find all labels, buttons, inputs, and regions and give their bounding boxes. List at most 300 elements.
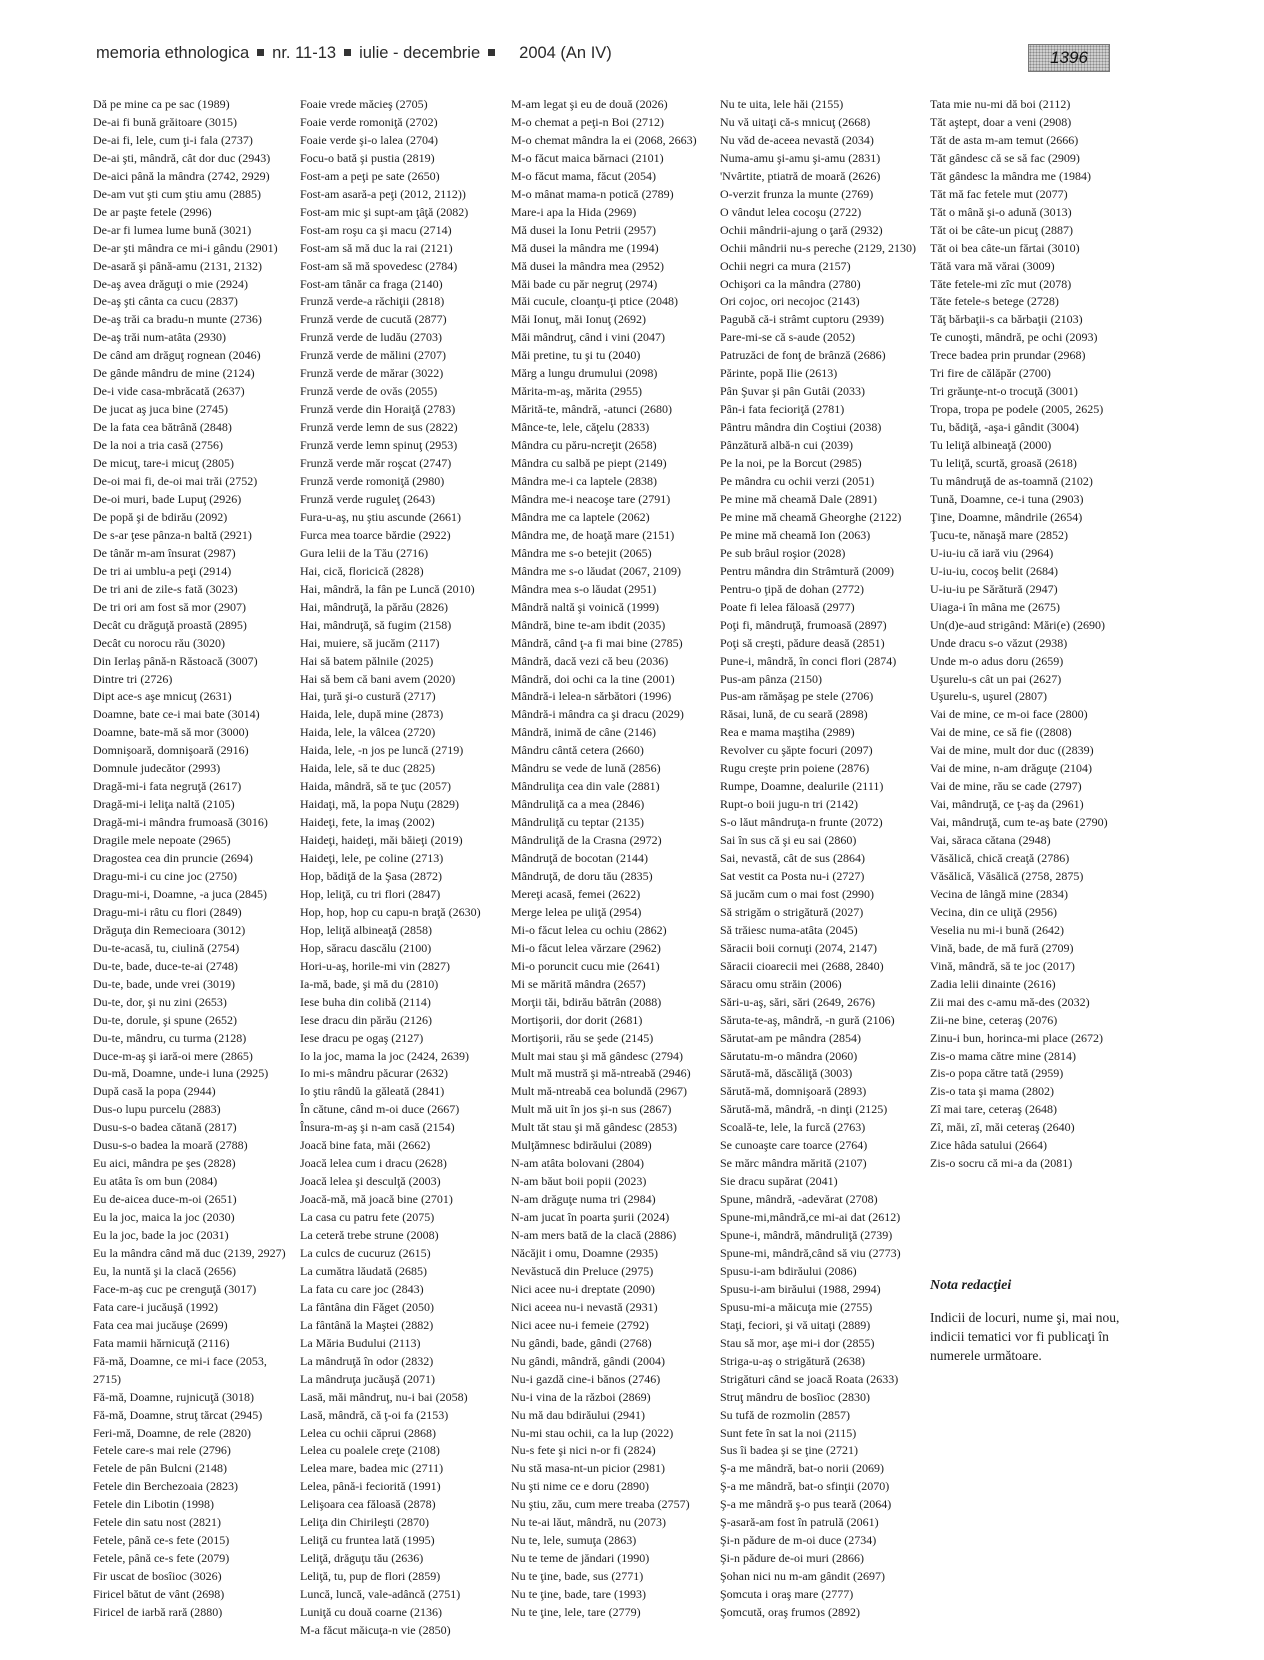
index-entry: Vecina de lângă mine (2834): [930, 886, 1068, 901]
index-entry: Frunză verde măr roşcat (2747): [300, 456, 452, 471]
index-entry: Tropa, tropa pe podele (2005, 2625): [930, 402, 1104, 417]
index-entry: Mânce-te, lele, căţelu (2833): [511, 420, 650, 435]
index-entry: Tăt oi bea câte-un fărtai (3010): [930, 240, 1080, 255]
index-entry: Tună, Doamne, ce-i tuna (2903): [930, 491, 1084, 506]
index-entry: Iese dracu din părău (2126): [300, 1012, 432, 1027]
index-entry: Trece badea prin prundar (2968): [930, 348, 1086, 363]
index-entry: Dă pe mine ca pe sac (1989): [93, 97, 230, 111]
index-entry: Ori cojoc, ori necojoc (2143): [720, 294, 860, 309]
index-entry: Pân Şuvar şi pân Gutâi (2033): [720, 384, 865, 399]
index-entry: Joacă lelea cum i dracu (2628): [300, 1156, 447, 1171]
index-entry: Hai, mândră, la fân pe Luncă (2010): [300, 581, 475, 596]
index-entry: Mândra me s-o lăudat (2067, 2109): [511, 563, 681, 578]
index-entry: Eu aici, mândra pe şes (2828): [93, 1156, 236, 1171]
index-entry: Mărita-m-aş, mărita (2955): [511, 384, 642, 399]
index-entry: Fetele, până ce-s fete (2079): [93, 1551, 230, 1566]
index-entry: Fetele care-s mai rele (2796): [93, 1443, 231, 1458]
index-entry: Unde m-o adus doru (2659): [930, 653, 1064, 668]
index-entry: De-ar şti mândra ce mi-i gându (2901): [93, 240, 278, 255]
index-entry: Sus îi badea şi se ţine (2721): [720, 1443, 858, 1458]
index-entry: M-o chemat a peţi-n Boi (2712): [511, 114, 664, 129]
index-entry: Sărutatu-m-o mândra (2060): [720, 1048, 858, 1063]
index-entry: M-a făcut măicuţa-n vie (2850): [300, 1623, 451, 1638]
index-entry: De-ai fi, lele, cum ţi-i fala (2737): [93, 132, 253, 147]
index-entry: Mândruliţă ca a mea (2846): [511, 797, 645, 812]
index-entry: Merge lelea pe uliţă (2954): [511, 904, 642, 919]
index-entry: Spusu-i-am birăului (1988, 2994): [720, 1281, 881, 1296]
index-entry: Ochii mândrii-ajung o ţară (2932): [720, 222, 883, 237]
index-entry: Răsai, lună, de cu seară (2898): [720, 707, 868, 722]
index-entry: Du-te-acasă, tu, ciulină (2754): [93, 940, 240, 955]
editorial-note-text: Indicii de locuri, nume şi, mai nou, indicii tematici vor fi publicaţi în numerele următoare.: [930, 1310, 1120, 1363]
index-entry: O vândut lelea cocoşu (2722): [720, 204, 862, 219]
index-entry: Ş-a me mândră, bat-o norii (2069): [720, 1461, 884, 1476]
index-entry: Sunt fete în sat la noi (2115): [720, 1425, 857, 1440]
index-entry: U-iu-iu, cocoş belit (2684): [930, 563, 1058, 578]
index-entry: De ar paşte fetele (2996): [93, 204, 212, 219]
index-entry: Pe la noi, pe la Borcut (2985): [720, 456, 862, 471]
index-entry: Uşurelu-s cât un pai (2627): [930, 671, 1062, 686]
journal-title: memoria ethnologica: [96, 44, 250, 62]
index-entry: Mi-o poruncit cucu mie (2641): [511, 958, 660, 973]
index-entry: M-o făcut mama, făcut (2054): [511, 168, 656, 183]
index-entry: Fetele din Libotin (1998): [93, 1497, 214, 1512]
index-entry: Fost-am să mă spovedesc (2784): [300, 258, 458, 273]
index-entry: Ţucu-te, nănaşă mare (2852): [930, 527, 1068, 542]
index-entry: Văsălică, Văsălică (2758, 2875): [930, 868, 1084, 883]
index-entry: De tânăr m-am însurat (2987): [93, 545, 236, 560]
page-number-box: [1028, 44, 1110, 72]
index-entry: Tata mie nu-mi dă boi (2112): [930, 97, 1071, 111]
index-entry: Lelea, până-i feciorită (1991): [300, 1479, 441, 1494]
index-entry: Zadia lelii dinainte (2616): [930, 976, 1056, 991]
index-entry: Mult mai stau şi mă gândesc (2794): [511, 1048, 683, 1063]
index-entry: Zii-ne bine, ceteraş (2076): [930, 1012, 1058, 1027]
index-entry: Tăt de asta m-am temut (2666): [930, 132, 1079, 147]
index-entry: Hop, bădiţă de la Şasa (2872): [300, 868, 442, 883]
index-entry: Eu la joc, maica la joc (2030): [93, 1210, 235, 1225]
index-entry: Lelişoara cea făloasă (2878): [300, 1497, 436, 1512]
index-entry: Frunză verde de ludău (2703): [300, 330, 442, 345]
index-entry: Se mărc mândra mărită (2107): [720, 1156, 867, 1171]
index-entry: Duce-m-aş şi iară-oi mere (2865): [93, 1048, 253, 1063]
index-entry: Mândră, când ţ-a fi mai bine (2785): [511, 635, 683, 650]
index-entry: Părinte, popă Ilie (2613): [720, 366, 838, 381]
index-entry: Ochii mândrii nu-s pereche (2129, 2130): [720, 240, 916, 255]
index-entry: Fă-mă, Doamne, rujnicuţă (3018): [93, 1389, 254, 1404]
index-entry: Şi-n pădure de-oi muri (2866): [720, 1551, 864, 1566]
index-entry: Nu-mi stau ochii, ca la lup (2022): [511, 1425, 674, 1440]
index-entry: Dragă-mi-i leliţa naltă (2105): [93, 797, 235, 812]
index-entry: Mă dusei la Ionu Petrii (2957): [511, 222, 656, 237]
index-entry: Uşurelu-s, uşurel (2807): [930, 689, 1047, 704]
index-entry: Mândra mea s-o lăudat (2951): [511, 581, 657, 596]
index-entry: Zis-o socru că mi-a da (2081): [930, 1156, 1073, 1171]
bullet-separator: [257, 49, 264, 56]
index-entry: Tu leliţă, scurtă, groasă (2618): [930, 456, 1077, 471]
index-entry: Mândră-i lelea-n sărbători (1996): [511, 689, 672, 704]
index-entry: Mereţi acasă, femei (2622): [511, 886, 641, 901]
index-entry: De-am vut şti cum ştiu amu (2885): [93, 186, 261, 201]
index-entry: Mă dusei la mândra mea (2952): [511, 258, 664, 273]
index-entry: Din Ierlaş până-n Răstoacă (3007): [93, 653, 258, 668]
index-entry: Iese buha din colibă (2114): [300, 994, 431, 1009]
index-entry: Vai de mine, mult dor duc ((2839): [930, 743, 1094, 758]
index-entry: Fetele din satu nost (2821): [93, 1515, 221, 1530]
index-entry: Joacă lelea şi desculţă (2003): [300, 1174, 441, 1189]
index-entry: Hai, muiere, să jucăm (2117): [300, 635, 440, 650]
index-entry: Şomcută, oraş frumos (2892): [720, 1605, 860, 1620]
index-entry: Dragă-mi-i mândra frumoasă (3016): [93, 815, 268, 830]
index-entry: Hai, ţură şi-o custură (2717): [300, 689, 436, 704]
index-column-3: [511, 96, 711, 1622]
index-entry: N-am atâta bolovani (2804): [511, 1156, 644, 1171]
index-entry: Pentru-o ţipă de dohan (2772): [720, 581, 864, 596]
index-entry: Luniţă cu două coarne (2136): [300, 1605, 442, 1620]
index-entry: Mândră, dacă vezi că beu (2036): [511, 653, 669, 668]
index-entry: Mi-o făcut lelea cu ochiu (2862): [511, 922, 667, 937]
index-entry: Mi-o făcut lelea vărzare (2962): [511, 940, 661, 955]
index-entry: Pus-am rămăşag pe stele (2706): [720, 689, 874, 704]
index-entry: Ia-mă, bade, şi mă du (2810): [300, 976, 439, 991]
index-entry: Pântru mândra din Coştiui (2038): [720, 420, 882, 435]
index-entry: Mândră-i mândra ca şi dracu (2029): [511, 707, 684, 722]
index-entry: Mândruţă, de doru tău (2835): [511, 868, 653, 883]
index-entry: Nu văd de-aceea nevastă (2034): [720, 132, 874, 147]
index-entry: Rupt-o boii jugu-n tri (2142): [720, 797, 858, 812]
index-entry: De-ai fi bună grăitoare (3015): [93, 114, 237, 129]
index-entry: Pagubă că-i strâmt cuptoru (2939): [720, 312, 884, 327]
index-entry: Lelea cu ochii căprui (2868): [300, 1425, 436, 1440]
index-entry: M-o chemat mândra la ei (2068, 2663): [511, 132, 697, 147]
index-entry: Feri-mă, Doamne, de rele (2820): [93, 1425, 251, 1440]
index-entry: Rumpe, Doamne, dealurile (2111): [720, 779, 884, 794]
bullet-separator: [488, 49, 495, 56]
index-entry: Tăt mă fac fetele mut (2077): [930, 186, 1068, 201]
index-entry: De la noi a tria casă (2756): [93, 438, 223, 453]
index-entry: Tri grăunţe-nt-o trocuţă (3001): [930, 384, 1078, 399]
index-entry: De tri ani de zile-s fată (3023): [93, 581, 238, 596]
index-entry: Sări-u-aş, sări, sări (2649, 2676): [720, 994, 875, 1009]
index-entry: Fir uscat de bosîioc (3026): [93, 1569, 222, 1584]
index-entry: Hori-u-aş, horile-mi vin (2827): [300, 958, 450, 973]
issue-year: 2004 (An IV): [519, 44, 612, 62]
editorial-note-title: Nota redacţiei: [930, 1278, 1012, 1293]
index-entry: Ş-asară-am fost în patrulă (2061): [720, 1515, 879, 1530]
index-entry: Fost-am a peţi pe sate (2650): [300, 168, 440, 183]
index-entry: Du-te, bade, duce-te-ai (2748): [93, 958, 238, 973]
index-entry: Pe mine mă cheamă Gheorghe (2122): [720, 509, 902, 524]
index-entry: Te cunoşti, mândră, pe ochi (2093): [930, 330, 1098, 345]
index-entry: Frunză verde de cucută (2877): [300, 312, 447, 327]
index-entry: Mortişorii, rău se şede (2145): [511, 1030, 654, 1045]
index-entry: Mândruţă de bocotan (2144): [511, 851, 648, 866]
index-entry: De când am drăguţ rognean (2046): [93, 348, 261, 363]
index-entry: Leliţă, drăguţu tău (2636): [300, 1551, 424, 1566]
index-entry: Pe mândra cu ochii verzi (2051): [720, 474, 875, 489]
index-column-1: [93, 96, 290, 1622]
index-entry: Hai, cică, floricică (2828): [300, 563, 424, 578]
index-entry: Mândra me-i ca laptele (2838): [511, 474, 657, 489]
index-entry: Doamne, bate-mă să mor (3000): [93, 725, 249, 740]
index-entry: Mândruliţă de la Crasna (2972): [511, 833, 662, 848]
index-entry: Mă dusei la mândra me (1994): [511, 240, 659, 255]
index-entry: Mulţămnesc bdirăului (2089): [511, 1138, 652, 1153]
index-entry: Joacă bine fata, măi (2662): [300, 1138, 431, 1153]
index-entry: Vai de mine, ce să fie ((2808): [930, 725, 1072, 740]
index-entry: Dusu-s-o badea cătană (2817): [93, 1120, 237, 1135]
index-entry: Mândru cântă cetera (2660): [511, 743, 644, 758]
index-entry: După casă la popa (2944): [93, 1084, 216, 1099]
index-entry: Frunză verde lemn spinuţ (2953): [300, 438, 458, 453]
index-entry: Mândra me, de hoaţă mare (2151): [511, 527, 675, 542]
index-entry: Pân-i fata fecioriţă (2781): [720, 402, 845, 417]
index-entry: Dragu-mi-i cu cine joc (2750): [93, 868, 237, 883]
index-entry: Haideţi, lele, pe coline (2713): [300, 851, 444, 866]
index-entry: Decât cu drăguţă proastă (2895): [93, 617, 247, 632]
index-entry: Însura-m-aş şi n-am casă (2154): [300, 1120, 455, 1135]
index-entry: De-ar fi lumea lume bună (3021): [93, 222, 252, 237]
index-entry: Săruta-te-aş, mândră, -n gură (2106): [720, 1012, 895, 1027]
index-column-2: [300, 96, 495, 1640]
index-entry: Să jucăm cum o mai fost (2990): [720, 886, 874, 901]
index-entry: Eu, la nuntă şi la clacă (2656): [93, 1263, 236, 1278]
index-entry: De-aş avea drăguţi o mie (2924): [93, 276, 248, 291]
index-entry: Fă-mă, Doamne, ce mi-i face (2053, 2715): [93, 1353, 267, 1386]
index-entry: Numa-amu şi-amu şi-amu (2831): [720, 150, 881, 165]
index-column-5: [930, 96, 1125, 1173]
index-entry: Mândruliţa cea din vale (2881): [511, 779, 660, 794]
index-entry: Hai, mândruţă, la părău (2826): [300, 599, 448, 614]
index-entry: M-am legat şi eu de două (2026): [511, 97, 668, 111]
index-entry: Morţii tăi, bdirău bătrân (2088): [511, 994, 662, 1009]
index-entry: Măi pretine, tu şi tu (2040): [511, 348, 641, 363]
index-entry: Poţi fi, mândruţă, frumoasă (2897): [720, 617, 887, 632]
index-entry: Dragu-mi-i, Doamne, -a juca (2845): [93, 886, 267, 901]
index-entry: Spusu-i-am bdirăului (2086): [720, 1263, 857, 1278]
index-entry: N-am mers bată de la clacă (2886): [511, 1228, 677, 1243]
index-entry: N-am jucat în poarta şurii (2024): [511, 1210, 670, 1225]
index-entry: Dipt ace-s aşe mnicuţ (2631): [93, 689, 232, 704]
index-entry: La Măria Budului (2113): [300, 1335, 421, 1350]
index-entry: Mândra cu păru-ncreţit (2658): [511, 438, 657, 453]
index-entry: De popă şi de bdirău (2092): [93, 509, 228, 524]
index-entry: Iese dracu pe ogaş (2127): [300, 1030, 424, 1045]
index-entry: Sărută-mă, dăscăliţă (3003): [720, 1066, 853, 1081]
index-entry: Nu te, lele, sumuţa (2863): [511, 1533, 637, 1548]
index-entry: Zî, măi, zî, măi ceteraş (2640): [930, 1120, 1075, 1135]
index-entry: Şohan nici nu m-am gândit (2697): [720, 1569, 885, 1584]
index-entry: Haida, mândră, să te ţuc (2057): [300, 779, 451, 794]
page-number: 1396: [1050, 48, 1088, 67]
index-entry: Haida, lele, la vâlcea (2720): [300, 725, 436, 740]
index-entry: Frunză verde ruguleţ (2643): [300, 491, 435, 506]
index-entry: Măi Ionuţ, măi Ionuţ (2692): [511, 312, 646, 327]
index-column-4: [720, 96, 925, 1622]
index-entry: M-o făcut maica bărnaci (2101): [511, 150, 664, 165]
index-entry: Sărută-mă, mândră, -n dinţi (2125): [720, 1102, 888, 1117]
index-entry: Şi-n pădure de m-oi duce (2734): [720, 1533, 877, 1548]
index-entry: Dus-o lupu purcelu (2883): [93, 1102, 221, 1117]
index-entry: Vai, mândruţă, cum te-aş bate (2790): [930, 815, 1108, 830]
journal-header: [96, 44, 612, 63]
bullet-separator: [344, 49, 351, 56]
index-entry: Du-te, mândru, cu turma (2128): [93, 1030, 247, 1045]
index-entry: Fata care-i jucăuşă (1992): [93, 1299, 218, 1314]
index-entry: Văsălică, chică creaţă (2786): [930, 851, 1070, 866]
index-entry: De s-ar ţese pânza-n baltă (2921): [93, 527, 252, 542]
index-entry: Lasă, măi mândruţ, nu-i bai (2058): [300, 1389, 468, 1404]
index-entry: Doamne, bate ce-i mai bate (3014): [93, 707, 260, 722]
index-entry: Foaie verde şi-o lalea (2704): [300, 132, 438, 147]
index-entry: Tăt gândesc că se să fac (2909): [930, 150, 1080, 165]
index-entry: La ceteră trebe strune (2008): [300, 1228, 439, 1243]
index-entry: De-aici până la mândra (2742, 2929): [93, 168, 270, 183]
index-entry: De-oi muri, bade Lupuţ (2926): [93, 491, 242, 506]
index-entry: Un(d)e-aud strigând: Mări(e) (2690): [930, 617, 1105, 632]
index-entry: Spune, mândră, -adevărat (2708): [720, 1192, 878, 1207]
index-entry: 'Nvârtite, ptiatră de moară (2626): [720, 168, 881, 183]
index-entry: Vină, bade, de mă fură (2709): [930, 940, 1074, 955]
index-entry: De-i vide casa-mbrăcată (2637): [93, 384, 245, 399]
index-entry: Mândruliţă cu teptar (2135): [511, 815, 644, 830]
index-entry: Io la joc, mama la joc (2424, 2639): [300, 1048, 469, 1063]
index-entry: La culcs de cucuruz (2615): [300, 1246, 431, 1260]
index-entry: Vai, mândruţă, ce ţ-aş da (2961): [930, 797, 1084, 812]
index-entry: Hai să batem pălnile (2025): [300, 653, 434, 668]
index-entry: Tu, bădiţă, -aşa-i gândit (3004): [930, 420, 1079, 435]
index-entry: Şomcuta i oraş mare (2777): [720, 1587, 854, 1602]
index-entry: Ochişori ca la mândra (2780): [720, 276, 861, 291]
issue-number: nr. 11-13: [272, 44, 337, 62]
index-entry: Tu mândruţă de as-toamnă (2102): [930, 474, 1093, 489]
index-entry: Pe mine mă cheamă Dale (2891): [720, 491, 877, 506]
index-entry: Fost-am asară-a peţi (2012, 2112)): [300, 186, 466, 201]
index-entry: Fă-mă, Doamne, struţ tărcat (2945): [93, 1407, 263, 1422]
index-entry: Nu gândi, bade, gândi (2768): [511, 1335, 652, 1350]
index-entry: Poţi să creşti, pădure deasă (2851): [720, 635, 885, 650]
index-entry: Mărită-te, mândră, -atunci (2680): [511, 402, 672, 417]
editorial-note: [930, 1278, 1120, 1365]
index-entry: Fetele din Berchezoaia (2823): [93, 1479, 238, 1494]
index-entry: Lasă, mândră, că ţ-oi fa (2153): [300, 1407, 449, 1422]
index-entry: Patruzăci de fonţ de brânză (2686): [720, 348, 886, 363]
index-entry: Mare-i apa la Hida (2969): [511, 204, 637, 219]
index-entry: Du-te, dorule, şi spune (2652): [93, 1012, 237, 1027]
index-entry: Frunză verde lemn de sus (2822): [300, 420, 458, 435]
index-entry: Frunză verde de mărar (3022): [300, 366, 444, 381]
index-entry: Tăt aştept, doar a veni (2908): [930, 114, 1072, 129]
index-entry: Firicel bătut de vânt (2698): [93, 1587, 225, 1602]
index-entry: Zii mai des c-amu mă-des (2032): [930, 994, 1090, 1009]
index-entry: Dusu-s-o badea la moară (2788): [93, 1138, 248, 1153]
index-entry: Staţi, feciori, şi vă uitaţi (2889): [720, 1317, 871, 1332]
index-entry: Năcăjit i omu, Doamne (2935): [511, 1246, 658, 1260]
index-entry: La fântâna din Făget (2050): [300, 1299, 434, 1314]
index-entry: Unde dracu s-o văzut (2938): [930, 635, 1068, 650]
index-entry: Zinu-i bun, horinca-mi place (2672): [930, 1030, 1103, 1045]
index-entry: Nu te uita, lele hăi (2155): [720, 97, 844, 111]
index-entry: Io mi-s mândru păcurar (2632): [300, 1066, 448, 1081]
index-entry: Pentru mândra din Strâmtură (2009): [720, 563, 894, 578]
index-entry: Haida, lele, după mine (2873): [300, 707, 444, 722]
index-entry: Hai să bem că bani avem (2020): [300, 671, 456, 686]
index-entry: Haidaţi, mă, la popa Nuţu (2829): [300, 797, 459, 812]
index-entry: Nu vă uitaţi că-s mnicuţ (2668): [720, 114, 871, 129]
index-entry: Zis-o tata şi mama (2802): [930, 1084, 1054, 1099]
index-entry: Joacă-mă, mă joacă bine (2701): [300, 1192, 453, 1207]
index-entry: Frunză verde-a răchiţii (2818): [300, 294, 445, 309]
index-entry: Fata mamii hărnicuţă (2116): [93, 1335, 230, 1350]
index-entry: De micuţ, tare-i micuţ (2805): [93, 456, 234, 471]
index-entry: Vină, mândră, să te joc (2017): [930, 958, 1075, 973]
index-entry: Fura-u-aş, nu ştiu ascunde (2661): [300, 509, 461, 524]
index-entry: Dintre tri (2726): [93, 671, 173, 686]
index-entry: Hai, mândruţă, să fugim (2158): [300, 617, 452, 632]
index-entry: Rea e mama maştiha (2989): [720, 725, 855, 740]
index-entry: Tăt o mână şi-o adună (3013): [930, 204, 1072, 219]
index-entry: U-iu-iu pe Sărătură (2947): [930, 581, 1058, 596]
index-entry: Veselia nu mi-i bună (2642): [930, 922, 1064, 937]
index-entry: Nu te ţine, bade, sus (2771): [511, 1569, 644, 1584]
index-entry: Nevăstucă din Preluce (2975): [511, 1263, 654, 1278]
index-entry: Lelea cu poalele creţe (2108): [300, 1443, 440, 1458]
index-entry: Revolver cu şăpte focuri (2097): [720, 743, 873, 758]
index-entry: Dragile mele nepoate (2965): [93, 833, 231, 848]
index-entry: Ş-a me mândră ş-o pus teară (2064): [720, 1497, 892, 1512]
index-entry: Leliţa din Chirileşti (2870): [300, 1515, 429, 1530]
index-entry: De-oi mai fi, de-oi mai trăi (2752): [93, 474, 258, 489]
index-entry: Mult mă-ntreabă cea bolundă (2967): [511, 1084, 687, 1099]
index-entry: Mândră, bine te-am ibdit (2035): [511, 617, 666, 632]
index-entry: Mândra me ca laptele (2062): [511, 509, 650, 524]
index-entry: Ochii negri ca mura (2157): [720, 258, 851, 273]
index-entry: Hop, leliţă, cu tri flori (2847): [300, 886, 441, 901]
index-entry: Tăt oi be câte-un picuţ (2887): [930, 222, 1073, 237]
index-entry: Leliţă, tu, pup de flori (2859): [300, 1569, 441, 1584]
index-entry: De-aş şti cânta ca cucu (2837): [93, 294, 238, 309]
index-entry: M-o mânat mama-n potică (2789): [511, 186, 674, 201]
index-entry: Nici acee nu-i dreptate (2090): [511, 1281, 655, 1296]
index-entry: Spusu-mi-a măicuţa mie (2755): [720, 1299, 873, 1314]
index-entry: Pus-am pânza (2150): [720, 671, 822, 686]
index-entry: Eu la joc, bade la joc (2031): [93, 1228, 229, 1243]
index-entry: Nici aceea nu-i nevastă (2931): [511, 1299, 658, 1314]
index-entry: N-am drăguţe numa tri (2984): [511, 1192, 656, 1207]
index-entry: Tăte fetele-s betege (2728): [930, 294, 1059, 309]
index-entry: Nu şti nime ce e doru (2890): [511, 1479, 649, 1494]
index-entry: Nu mă dau bdirăului (2941): [511, 1407, 645, 1422]
index-entry: Zice hâda satului (2664): [930, 1138, 1047, 1153]
index-entry: Vecina, din ce uliţă (2956): [930, 904, 1057, 919]
index-entry: Sărută-mă, domnişoară (2893): [720, 1084, 867, 1099]
index-entry: Su tufă de rozmolin (2857): [720, 1407, 850, 1422]
index-entry: Mărg a lungu drumului (2098): [511, 366, 658, 381]
index-entry: Hop, leliţă albineaţă (2858): [300, 922, 432, 937]
index-entry: Nu stă masa-nt-un picior (2981): [511, 1461, 665, 1476]
index-entry: Sai, nevastă, cât de sus (2864): [720, 851, 865, 866]
index-entry: Săracii boii cornuţi (2074, 2147): [720, 940, 877, 955]
index-entry: Decât cu norocu rău (3020): [93, 635, 225, 650]
index-entry: Haida, lele, să te duc (2825): [300, 761, 435, 776]
index-entry: Săracu omu străin (2006): [720, 976, 842, 991]
index-entry: La mândruţă în odor (2832): [300, 1353, 434, 1368]
index-entry: O-verzit frunza la munte (2769): [720, 186, 874, 201]
index-entry: S-o lăut mândruţa-n frunte (2072): [720, 815, 883, 830]
index-entry: De-ai şti, mândră, cât dor duc (2943): [93, 150, 271, 165]
index-entry: Mândra me-i neacoşe tare (2791): [511, 491, 671, 506]
index-entry: Nu-i vina de la război (2869): [511, 1389, 651, 1404]
